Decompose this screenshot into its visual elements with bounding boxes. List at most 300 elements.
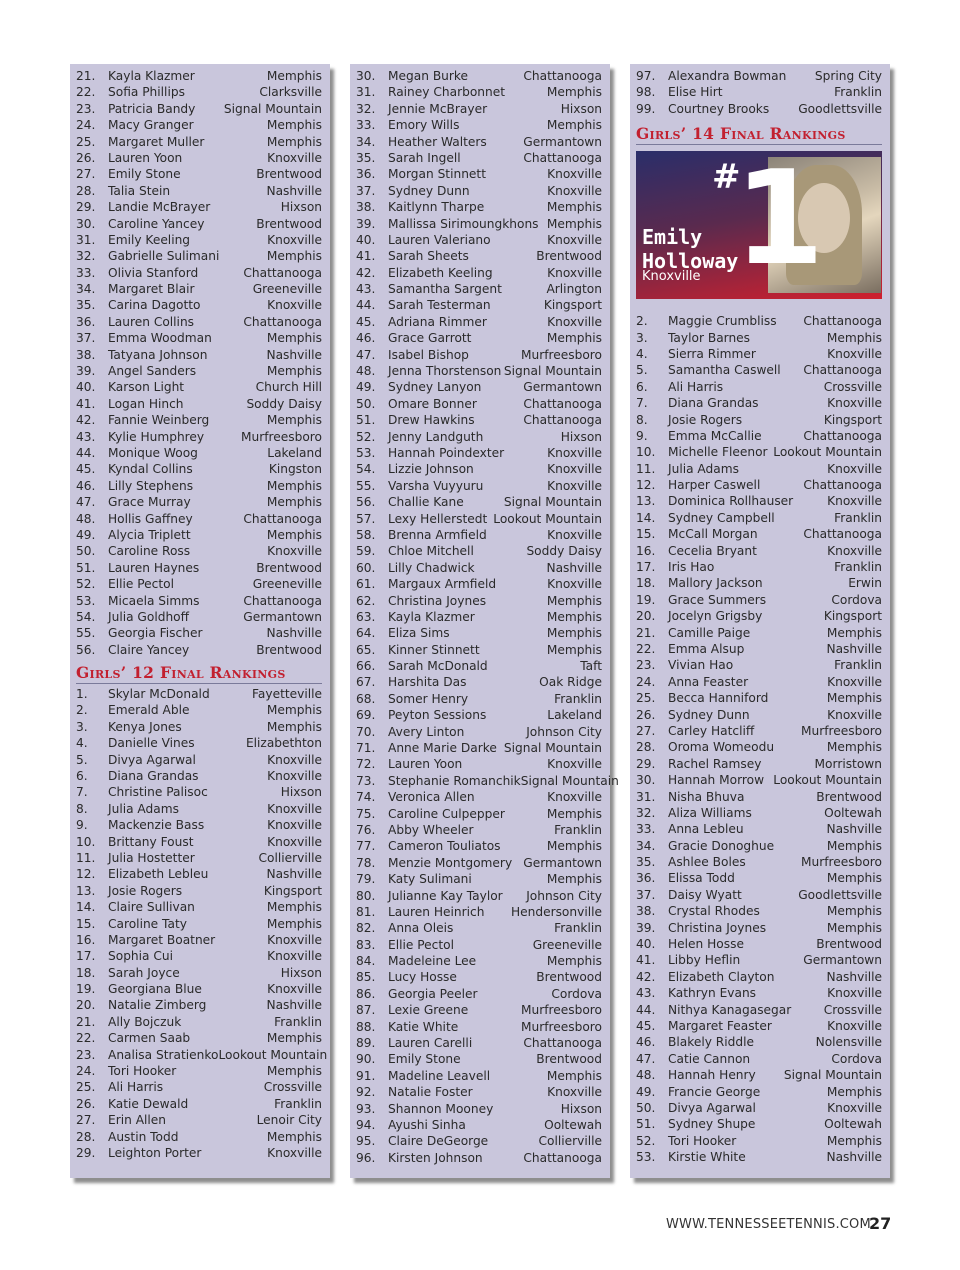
player-name: Katy Sulimani <box>388 872 472 887</box>
rank-number: 28. <box>76 183 96 198</box>
ranking-row <box>76 702 322 718</box>
ranking-row <box>356 183 602 199</box>
ranking-row <box>636 84 882 100</box>
player-name: Emerald Able <box>108 703 190 718</box>
rank-number: 46. <box>356 331 376 346</box>
ranking-row <box>76 768 322 784</box>
ranking-row <box>76 216 322 232</box>
player-city: Chattanooga <box>803 363 882 378</box>
ranking-row <box>76 1014 322 1030</box>
player-city: Soddy Daisy <box>526 544 602 559</box>
rank-number: 8. <box>76 801 88 816</box>
player-name: Isabel Bishop <box>388 347 469 362</box>
ranking-row <box>636 330 882 346</box>
player-name: Julia Adams <box>668 461 739 476</box>
rank-number: 25. <box>76 1080 96 1095</box>
ranking-row <box>636 657 882 673</box>
ranking-row <box>356 84 602 100</box>
ranking-row <box>76 297 322 313</box>
ranking-row <box>76 1145 322 1161</box>
player-city: Knoxville <box>827 543 882 558</box>
ranking-row <box>356 1084 602 1100</box>
ranking-row <box>356 478 602 494</box>
rank-number: 93. <box>356 1101 376 1116</box>
player-city: Memphis <box>266 249 322 264</box>
player-name: Diana Grandas <box>108 769 199 784</box>
player-city: Crossville <box>823 379 882 394</box>
ranking-row <box>356 937 602 953</box>
player-city: Elizabethton <box>245 736 322 751</box>
rank-number: 98. <box>636 85 656 100</box>
rank-number: 56. <box>356 495 376 510</box>
player-city: Arlington <box>546 282 602 297</box>
player-name: Claire DeGeorge <box>388 1134 489 1149</box>
ranking-row <box>636 412 882 428</box>
player-name: Karson Light <box>108 380 185 395</box>
player-city: Greeneville <box>532 937 602 952</box>
player-city: Chattanooga <box>243 265 322 280</box>
player-name: Emma Woodman <box>108 331 212 346</box>
player-city: Memphis <box>266 364 322 379</box>
feature-number: 1 <box>734 142 825 295</box>
ranking-row <box>76 396 322 412</box>
player-city: Kingston <box>268 462 322 477</box>
rank-number: 5. <box>76 752 88 767</box>
player-city: Brentwood <box>256 642 322 657</box>
player-city: Franklin <box>554 822 602 837</box>
rank-number: 75. <box>356 806 376 821</box>
rank-number: 52. <box>76 577 96 592</box>
player-city: Taft <box>580 659 602 674</box>
player-city: Kingsport <box>263 883 322 898</box>
ranking-row <box>76 265 322 281</box>
player-name: Sydney Dunn <box>668 707 750 722</box>
ranking-row <box>636 854 882 870</box>
player-name: Eliza Sims <box>388 626 450 641</box>
ranking-row <box>76 576 322 592</box>
player-name: Olivia Stanford <box>108 265 199 280</box>
player-name: Carley Hatcliff <box>668 723 755 738</box>
ranking-row <box>76 817 322 833</box>
feature-city: Knoxville <box>642 269 701 285</box>
player-name: Shannon Mooney <box>388 1101 494 1116</box>
player-city: Knoxville <box>547 577 602 592</box>
player-name: Jennie McBrayer <box>388 101 488 116</box>
player-city: Hixson <box>280 965 322 980</box>
rank-number: 60. <box>356 560 376 575</box>
ranking-row <box>636 887 882 903</box>
player-name: Josie Rogers <box>668 412 743 427</box>
ranking-row <box>356 724 602 740</box>
player-city: Nashville <box>546 560 602 575</box>
ranking-row <box>76 965 322 981</box>
rank-number: 31. <box>76 232 96 247</box>
player-name: Macy Granger <box>108 118 194 133</box>
player-city: Goodlettsville <box>798 101 882 116</box>
rank-number: 35. <box>356 150 376 165</box>
player-name: Emma Alsup <box>668 641 745 656</box>
rank-number: 23. <box>76 1047 96 1062</box>
rank-number: 55. <box>356 478 376 493</box>
rank-number: 53. <box>76 593 96 608</box>
player-city: Knoxville <box>547 1085 602 1100</box>
rank-number: 69. <box>356 708 376 723</box>
rank-number: 76. <box>356 822 376 837</box>
girls-14-heading: Girls’ 14 Final Rankings <box>636 125 882 145</box>
rank-number: 48. <box>76 511 96 526</box>
ranking-row <box>76 281 322 297</box>
player-city: Memphis <box>546 872 602 887</box>
player-city: Chattanooga <box>803 428 882 443</box>
player-city: Brentwood <box>816 789 882 804</box>
rank-number: 53. <box>356 445 376 460</box>
player-city: Nashville <box>266 626 322 641</box>
rank-number: 40. <box>76 380 96 395</box>
player-name: Margaret Boatner <box>108 932 216 947</box>
rank-number: 72. <box>356 757 376 772</box>
player-name: Julianne Kay Taylor <box>388 888 503 903</box>
ranking-row <box>76 625 322 641</box>
player-name: Camille Paige <box>668 625 751 640</box>
ranking-row <box>636 510 882 526</box>
player-name: Mackenzie Bass <box>108 818 205 833</box>
player-name: Lauren Yoon <box>388 757 463 772</box>
ranking-row <box>356 658 602 674</box>
ranking-row <box>636 608 882 624</box>
player-name: Nithya Kanagasegar <box>668 1002 792 1017</box>
player-name: Leighton Porter <box>108 1146 202 1160</box>
rank-number: 38. <box>76 347 96 362</box>
player-city: Memphis <box>826 871 882 886</box>
rank-number: 86. <box>356 986 376 1001</box>
player-name: Catie Cannon <box>668 1051 751 1066</box>
rank-number: 54. <box>76 609 96 624</box>
ranking-row <box>356 806 602 822</box>
ranking-row <box>636 592 882 608</box>
player-name: Divya Agarwal <box>108 752 196 767</box>
player-name: Lexie Greene <box>388 1003 469 1018</box>
ranking-row <box>636 936 882 952</box>
ranking-row <box>76 478 322 494</box>
rank-number: 47. <box>356 347 376 362</box>
ranking-row <box>76 199 322 215</box>
rank-number: 57. <box>356 511 376 526</box>
rank-number: 36. <box>636 871 656 886</box>
player-name: Kenya Jones <box>108 719 182 734</box>
rank-number: 51. <box>76 560 96 575</box>
player-name: Kayla Klazmer <box>388 609 475 624</box>
player-city: Brentwood <box>536 249 602 264</box>
ranking-row <box>356 674 602 690</box>
player-name: Ellie Pectol <box>388 937 454 952</box>
rank-number: 77. <box>356 839 376 854</box>
ranking-row <box>356 1051 602 1067</box>
ranking-row <box>356 68 602 84</box>
player-city: Hixson <box>280 785 322 800</box>
ranking-row <box>76 412 322 428</box>
player-city: Memphis <box>826 740 882 755</box>
player-city: Germantown <box>803 953 882 968</box>
ranking-row <box>76 1079 322 1095</box>
rank-number: 27. <box>76 1113 96 1128</box>
player-name: Emily Stone <box>388 1052 461 1067</box>
ranking-row <box>76 981 322 997</box>
player-city: Knoxville <box>267 834 322 849</box>
player-city: Memphis <box>826 1084 882 1099</box>
rank-number: 44. <box>636 1002 656 1017</box>
player-name: Analisa Stratienko <box>108 1047 219 1062</box>
player-city: Nashville <box>266 867 322 882</box>
player-city: Franklin <box>554 921 602 936</box>
player-name: Ally Bojczuk <box>108 1014 182 1029</box>
rank-number: 97. <box>636 69 656 83</box>
rank-number: 43. <box>356 282 376 297</box>
ranking-row <box>356 314 602 330</box>
rank-number: 26. <box>76 1096 96 1111</box>
rank-number: 55. <box>76 626 96 641</box>
player-name: Harshita Das <box>388 675 467 690</box>
ranking-row <box>76 899 322 915</box>
rank-number: 51. <box>356 413 376 428</box>
player-name: Georgia Fischer <box>108 626 203 641</box>
rank-number: 59. <box>356 544 376 559</box>
ranking-row <box>636 346 882 362</box>
player-city: Chattanooga <box>243 511 322 526</box>
player-city: Kingsport <box>543 298 602 313</box>
player-city: Franklin <box>834 560 882 575</box>
rank-number: 27. <box>76 167 96 182</box>
ranking-row <box>636 985 882 1001</box>
ranking-row <box>636 772 882 788</box>
player-name: Cameron Touliatos <box>388 839 501 854</box>
ranking-row <box>356 363 602 379</box>
rank-number: 6. <box>636 379 648 394</box>
player-city: Knoxville <box>827 396 882 411</box>
ranking-row <box>636 379 882 395</box>
player-city: Knoxville <box>267 232 322 247</box>
player-city: Memphis <box>266 1129 322 1144</box>
rank-number: 9. <box>636 428 648 443</box>
player-city: Collierville <box>538 1134 602 1149</box>
ranking-row <box>76 916 322 932</box>
player-city: Memphis <box>826 330 882 345</box>
rank-number: 2. <box>76 703 88 718</box>
player-name: Carmen Saab <box>108 1031 191 1046</box>
rank-number: 99. <box>636 101 656 116</box>
player-city: Memphis <box>266 331 322 346</box>
ranking-row <box>76 429 322 445</box>
rank-number: 36. <box>356 167 376 182</box>
ranking-row <box>76 1112 322 1128</box>
player-city: Knoxville <box>827 1100 882 1115</box>
ranking-row <box>356 1035 602 1051</box>
player-city: Knoxville <box>547 265 602 280</box>
ranking-row <box>636 362 882 378</box>
ranking-row <box>76 883 322 899</box>
player-name: Margaret Blair <box>108 282 195 297</box>
ranking-row <box>636 1018 882 1034</box>
ranking-row <box>356 773 619 789</box>
rank-number: 49. <box>356 380 376 395</box>
player-name: Caroline Yancey <box>108 216 205 231</box>
player-city: Chattanooga <box>803 527 882 542</box>
rank-number: 20. <box>636 609 656 624</box>
player-city: Memphis <box>266 527 322 542</box>
ranking-row <box>76 445 322 461</box>
rank-number: 87. <box>356 1003 376 1018</box>
player-city: Signal Mountain <box>503 741 602 756</box>
player-name: Grace Summers <box>668 592 767 607</box>
player-city: Fayetteville <box>252 687 322 702</box>
player-name: Lilly Chadwick <box>388 560 475 575</box>
player-name: Emily Keeling <box>108 232 191 247</box>
player-city: Memphis <box>266 900 322 915</box>
rank-number: 34. <box>76 282 96 297</box>
ranking-row <box>356 707 602 723</box>
player-name: Rachel Ramsey <box>668 756 762 771</box>
ranking-row <box>356 969 602 985</box>
player-city: Germantown <box>523 855 602 870</box>
ranking-row <box>636 821 882 837</box>
rank-number: 29. <box>76 200 96 215</box>
player-city: Knoxville <box>827 461 882 476</box>
ranking-row <box>356 101 602 117</box>
player-city: Franklin <box>834 658 882 673</box>
ranking-row <box>356 347 602 363</box>
rank-number: 91. <box>356 1068 376 1083</box>
rank-number: 74. <box>356 790 376 805</box>
ranking-row <box>76 68 322 84</box>
player-name: Ashlee Boles <box>668 855 746 870</box>
player-name: Emory Wills <box>388 118 460 133</box>
player-name: Elizabeth Clayton <box>668 969 775 984</box>
player-city: Chattanooga <box>523 69 602 83</box>
ranking-row <box>356 642 602 658</box>
ranking-row <box>356 593 602 609</box>
ranking-row <box>636 395 882 411</box>
rank-number: 3. <box>76 719 88 734</box>
ranking-row <box>76 1063 322 1079</box>
rank-number: 14. <box>636 510 656 525</box>
player-name: Brittany Foust <box>108 834 194 849</box>
player-city: Knoxville <box>267 1146 322 1160</box>
rank-number: 31. <box>356 85 376 100</box>
player-name: Courtney Brooks <box>668 101 770 116</box>
rank-number: 40. <box>636 937 656 952</box>
player-city: Cordova <box>831 592 882 607</box>
ranking-row <box>356 297 602 313</box>
player-name: Aliza Williams <box>668 805 752 820</box>
player-name: Julia Adams <box>108 801 179 816</box>
player-city: Brentwood <box>256 560 322 575</box>
player-city: Greeneville <box>252 282 322 297</box>
player-name: Hannah Henry <box>668 1068 756 1083</box>
ranking-row <box>636 1051 882 1067</box>
player-name: Christina Joynes <box>668 920 767 935</box>
rank-number: 46. <box>636 1035 656 1050</box>
player-city: Knoxville <box>547 757 602 772</box>
player-name: Drew Hawkins <box>388 413 475 428</box>
player-city: Nashville <box>266 183 322 198</box>
player-name: Logan Hinch <box>108 396 184 411</box>
rank-number: 39. <box>636 920 656 935</box>
ranking-row <box>356 1019 602 1035</box>
ranking-row <box>636 789 882 805</box>
ranking-row <box>356 232 602 248</box>
player-name: Omare Bonner <box>388 396 477 411</box>
player-name: Kayla Klazmer <box>108 69 195 83</box>
rank-number: 43. <box>76 429 96 444</box>
player-city: Signal Mountain <box>520 773 619 788</box>
player-name: Daisy Wyatt <box>668 887 742 902</box>
ranking-row <box>356 609 602 625</box>
ranking-row <box>76 461 322 477</box>
player-city: Greeneville <box>252 577 322 592</box>
ranking-row <box>76 735 322 751</box>
ranking-row <box>76 834 322 850</box>
rank-number: 48. <box>356 364 376 379</box>
ranking-row <box>636 313 882 329</box>
rank-number: 12. <box>76 867 96 882</box>
player-city: Memphis <box>266 69 322 83</box>
player-city: Cordova <box>551 986 602 1001</box>
player-name: Libby Heflin <box>668 953 741 968</box>
player-name: Helen Hosse <box>668 937 744 952</box>
player-city: Johnson City <box>526 888 602 903</box>
ranking-row <box>76 379 322 395</box>
ranking-row <box>636 903 882 919</box>
girls-prev-rankings-list <box>76 68 322 658</box>
player-city: Memphis <box>266 916 322 931</box>
player-name: Ellie Pectol <box>108 577 174 592</box>
girls-12-heading: Girls’ 12 Final Rankings <box>76 664 322 684</box>
player-city: Brentwood <box>536 1052 602 1067</box>
rank-number: 5. <box>636 363 648 378</box>
rank-number: 35. <box>636 855 656 870</box>
player-name: Lizzie Johnson <box>388 462 474 477</box>
rank-number: 29. <box>76 1146 96 1160</box>
rank-number: 22. <box>76 1031 96 1046</box>
player-city: Knoxville <box>267 801 322 816</box>
player-city: Memphis <box>266 478 322 493</box>
player-city: Knoxville <box>547 527 602 542</box>
ranking-row <box>76 593 322 609</box>
rank-number: 47. <box>636 1051 656 1066</box>
player-city: Franklin <box>834 85 882 100</box>
player-name: Chloe Mitchell <box>388 544 474 559</box>
ranking-row <box>356 248 602 264</box>
player-city: Brentwood <box>256 216 322 231</box>
player-name: Adriana Rimmer <box>388 314 487 329</box>
player-city: Lookout Mountain <box>773 773 882 788</box>
rank-number: 70. <box>356 724 376 739</box>
player-name: Tori Hooker <box>668 1133 737 1148</box>
ranking-row <box>76 347 322 363</box>
player-name: Erin Allen <box>108 1113 167 1128</box>
player-city: Chattanooga <box>523 150 602 165</box>
ranking-row <box>636 723 882 739</box>
player-city: Signal Mountain <box>223 101 322 116</box>
player-name: Kaitlynn Tharpe <box>388 200 485 215</box>
rank-number: 95. <box>356 1134 376 1149</box>
player-city: Murfreesboro <box>520 1019 602 1034</box>
ranking-row <box>636 870 882 886</box>
rank-number: 10. <box>636 445 656 460</box>
player-city: Germantown <box>243 609 322 624</box>
player-city: Memphis <box>266 413 322 428</box>
player-city: Nashville <box>826 969 882 984</box>
rank-number: 73. <box>356 773 376 788</box>
